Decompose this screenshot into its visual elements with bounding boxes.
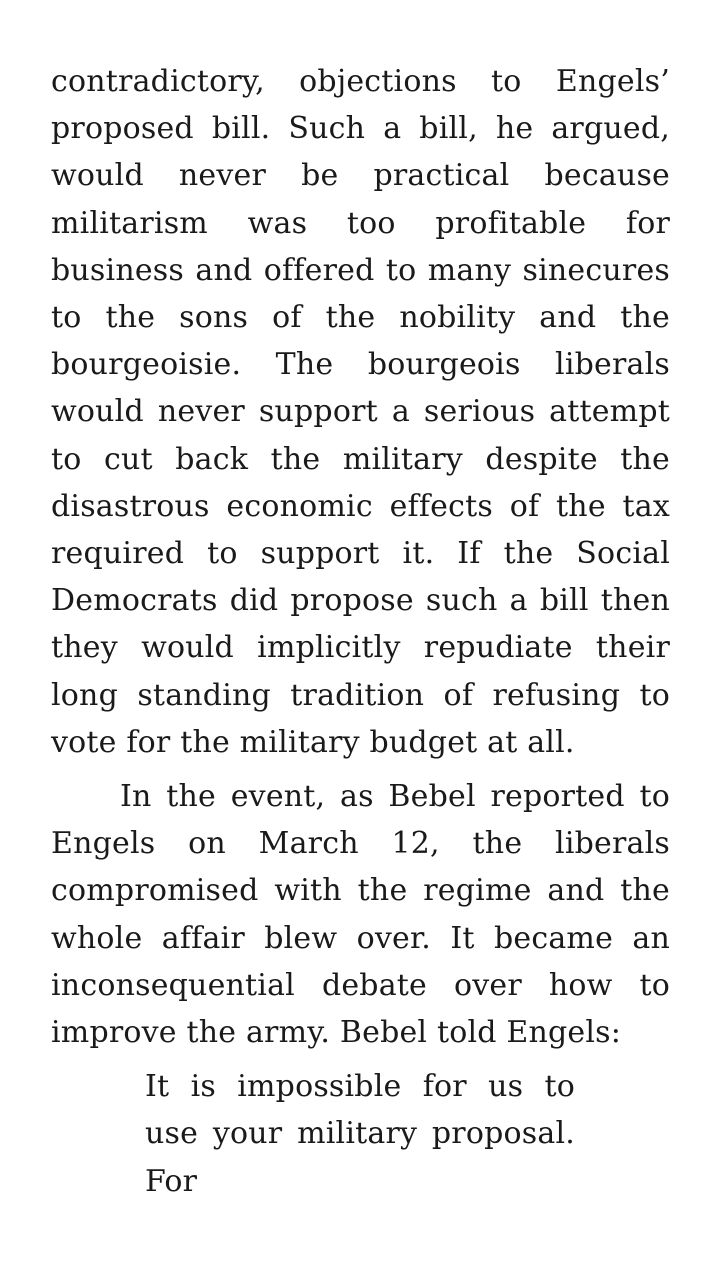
block-quote: It is impossible for us to use your military proposal. For <box>145 1069 575 1199</box>
reader-page[interactable] <box>51 58 670 1205</box>
body-paragraph: contradictory, objections to Engels’ proposed bill. Such a bill, he argued, would never be practical because militarism was too profitable for business and offered to many sinecures to the sons of the nobility and the bourgeoisie. The bourgeois liberals would never support a serious attempt to cut back the military despite the disastrous economic effects of the tax required to support it. If the Social Democrats did propose such a bill then they would implicitly repudiate their long standing tradition of refusing to vote for the military budget at all. <box>51 64 670 760</box>
body-paragraph: In the event, as Bebel reported to Engels on March 12, the liberals compromised with the regime and the whole affair blew over. It became an inconsequential debate over how to improve the army. Bebel told Engels: <box>51 779 670 1051</box>
